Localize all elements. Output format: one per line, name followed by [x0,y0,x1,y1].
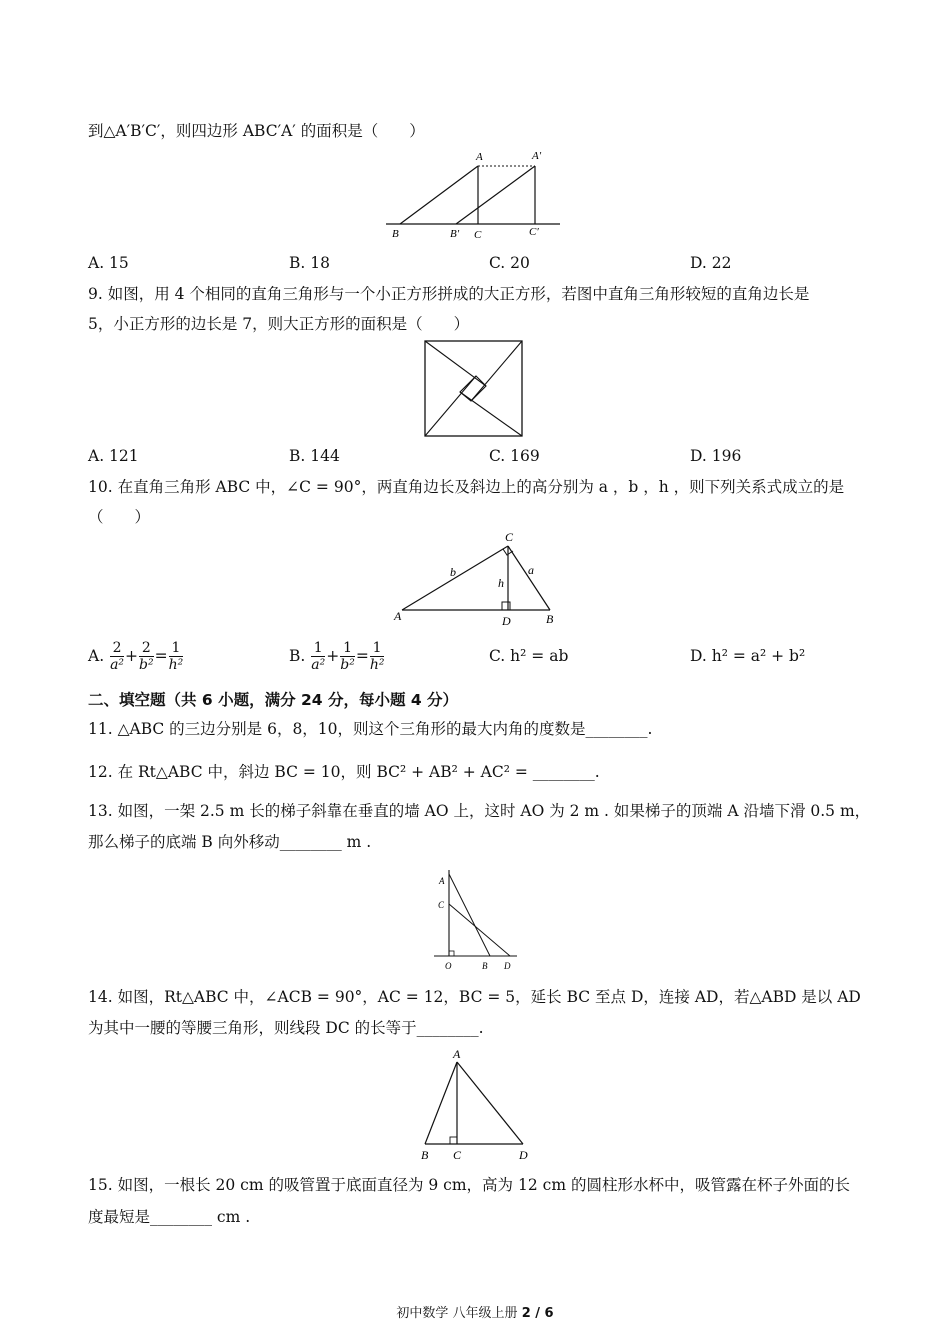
q10-label-D: D [502,614,511,628]
q9-option-c: C. 169 [489,447,540,465]
q13-line1: 13. 如图，一架 2.5 m 长的梯子斜靠在垂直的墙 AO 上，这时 AO 为 2 m . 如果梯子的顶端 A 沿墙下滑 0.5 m， [88,802,871,820]
q13-label-O: O [445,961,452,971]
frac-num: 2 [139,640,154,657]
q8-label-B: B [392,228,399,240]
q9-option-b: B. 144 [289,447,340,465]
q14-figure [415,1044,540,1166]
q8-stem: 到△A′B′C′，则四边形 ABC′A′ 的面积是（ ） [88,122,425,140]
q8-option-c: C. 20 [489,254,530,272]
q10-line2: （ ） [88,508,151,526]
q10-label-A: A [394,609,402,623]
frac-den: h² [369,656,385,673]
q14-label-C: C [453,1148,462,1162]
q9-option-a: A. 121 [88,447,139,465]
q10-figure [390,530,565,630]
q10-option-b: B. $\frac{1}{\text{a²}}$ + $\frac{1}{\text{b²}}$ = $\frac{1}{\text{h²}}$ [289,639,385,673]
q10-option-c: C. h² = ab [489,647,569,665]
q10-label-b: b [450,565,456,579]
q13-label-B: B [482,961,488,971]
q13-line2: 那么梯子的底端 B 向外移动________ m . [88,833,372,851]
page-footer [0,1302,950,1321]
q8-option-a: A. 15 [88,254,129,272]
q13-label-A: A [439,876,445,886]
q8-figure [380,148,570,240]
q10-option-a: A. $\frac{2}{\text{a²}}$ + $\frac{2}{\text{b²}}$ = $\frac{1}{\text{h²}}$ [88,639,184,673]
q10-label-h: h [498,576,504,590]
q8-label-C: C [474,229,482,241]
q9-option-d: D. 196 [690,447,742,465]
q13-figure [432,868,522,978]
q15-line2: 度最短是________ cm . [88,1208,251,1226]
q9-figure [424,340,524,438]
q12: 12. 在 Rt△ABC 中，斜边 BC = 10，则 BC² + AB² + AC² = ________. [88,763,600,781]
frac-num: 1 [370,640,385,657]
footer-text: 初中数学 八年级上册 [396,1306,522,1321]
q10-label-C: C [505,530,514,544]
frac-num: 1 [311,640,325,657]
q10-option-b-label: B. [289,647,306,665]
q11: 11. △ABC 的三边分别是 6，8，10，则这个三角形的最大内角的度数是________. [88,720,653,738]
q8-label-C2: C′ [529,226,539,238]
q10-option-d: D. h² = a² + b² [690,647,806,665]
q8-option-d: D. 22 [690,254,732,272]
q14-label-D: D [519,1148,528,1162]
q15-line1: 15. 如图，一根长 20 cm 的吸管置于底面直径为 9 cm，高为 12 cm 的圆柱形水杯中，吸管露在杯子外面的长 [88,1176,850,1194]
frac-den: h² [168,656,184,673]
section-title: 二、填空题（共 6 小题，满分 24 分，每小题 4 分） [88,691,459,709]
q8-label-A: A [476,151,483,163]
frac-den: a² [110,656,125,673]
q8-option-b: B. 18 [289,254,330,272]
q10-option-a-label: A. [88,647,105,665]
frac-den: b² [139,656,154,673]
q13-label-D: D [504,961,511,971]
q13-label-C: C [438,900,445,910]
frac-num: 1 [169,640,184,657]
q10-line1: 10. 在直角三角形 ABC 中，∠C = 90°，两直角边长及斜边上的高分别为 a ，b ，h ，则下列关系式成立的是 [88,478,845,496]
q8-label-A2: A′ [532,150,542,162]
q14-line1: 14. 如图，Rt△ABC 中，∠ACB = 90°，AC = 12，BC = 5，延长 BC 至点 D，连接 AD，若△ABD 是以 AD [88,988,861,1006]
q10-label-B: B [546,612,554,626]
q10-label-a: a [528,563,534,577]
q14-line2: 为其中一腰的等腰三角形，则线段 DC 的长等于________. [88,1019,484,1037]
frac-num: 1 [340,640,355,657]
q9-line2: 5，小正方形的边长是 7，则大正方形的面积是（ ） [88,315,470,333]
q14-label-B: B [421,1148,429,1162]
q14-label-A: A [453,1047,461,1061]
q8-label-B2: B′ [450,228,460,240]
q9-line1: 9. 如图，用 4 个相同的直角三角形与一个小正方形拼成的大正方形，若图中直角三角形较短的直角边长是 [88,285,810,303]
frac-num: 2 [110,640,124,657]
frac-den: b² [340,656,355,673]
page-number: 2 / 6 [521,1306,554,1321]
frac-den: a² [311,656,326,673]
